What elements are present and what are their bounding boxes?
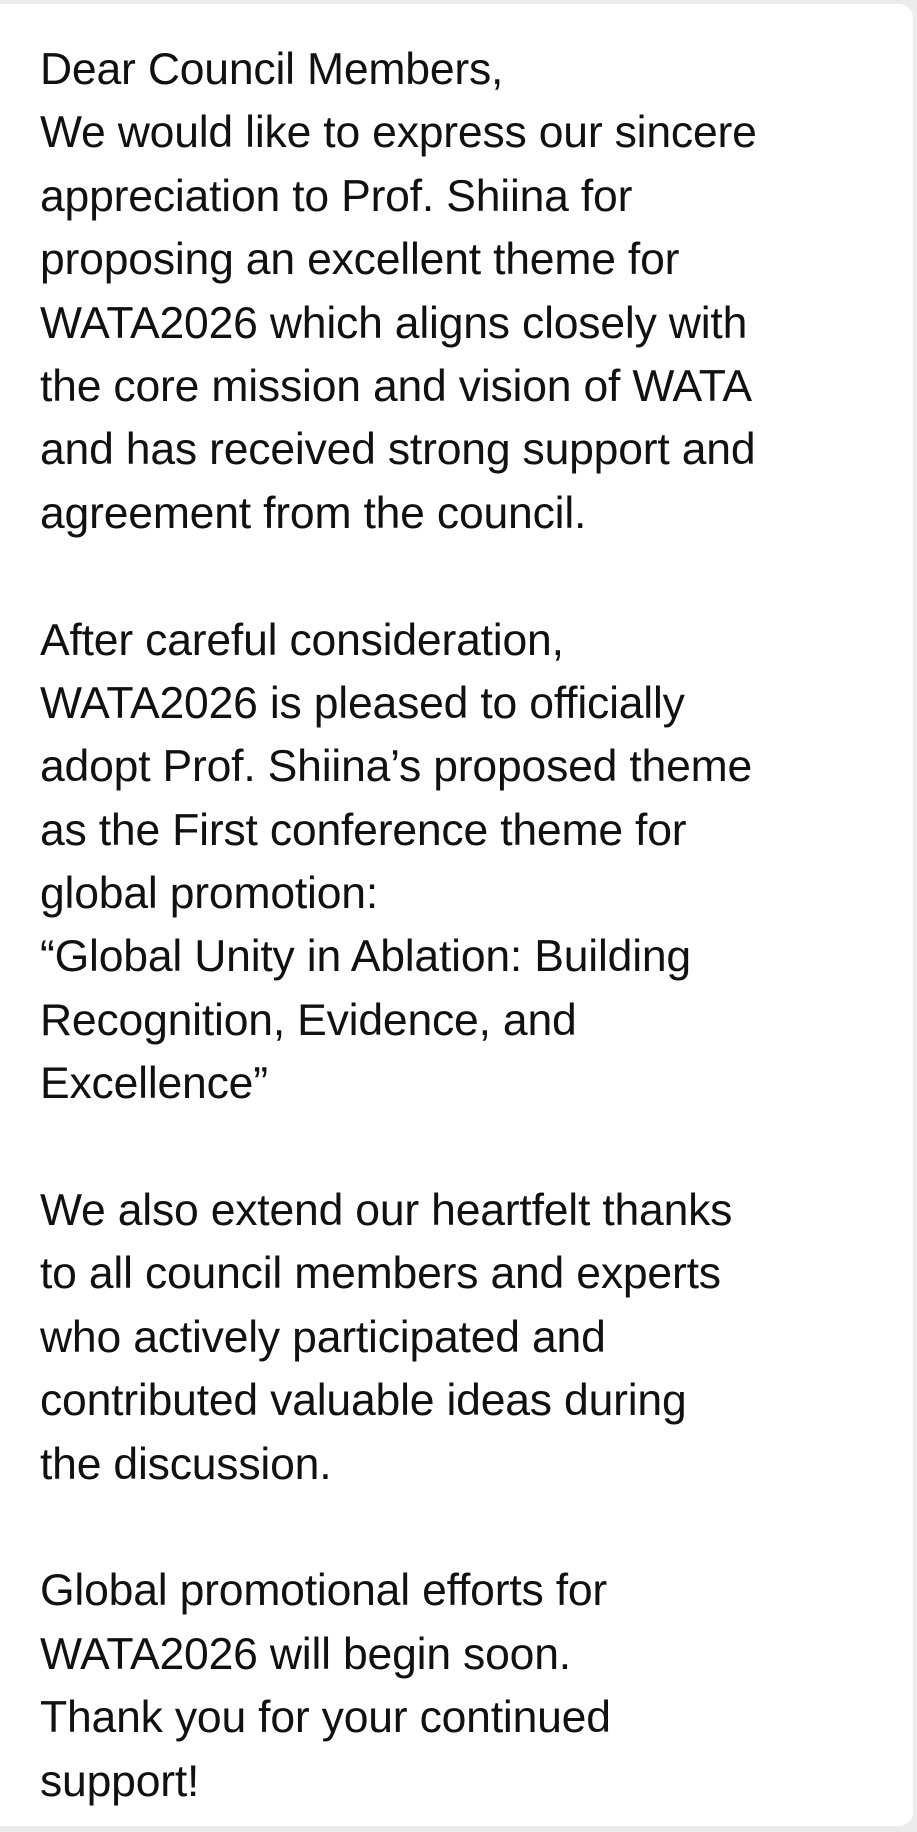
text-line: as the First conference theme for [40, 805, 687, 855]
text-line: Thank you for your continued [40, 1693, 611, 1743]
text-line: WATA2026 is pleased to officially [40, 678, 685, 728]
text-line: After careful consideration, [40, 615, 564, 665]
text-line: We also extend our heartfelt thanks [40, 1186, 733, 1236]
text-line: and has received strong support and [40, 425, 756, 475]
text-line: appreciation to Prof. Shiina for [40, 171, 633, 221]
text-line: We would like to express our sincere [40, 108, 757, 158]
text-line: agreement from the council. [40, 488, 587, 538]
paragraph-closing [40, 1559, 900, 1813]
message-bubble[interactable] [0, 4, 913, 1826]
text-line: Global promotional efforts for [40, 1566, 608, 1616]
paragraph-theme-adoption [40, 609, 900, 1116]
text-line: who actively participated and [40, 1312, 606, 1362]
theme-quote-line: Excellence” [40, 1059, 268, 1109]
paragraph-gap [40, 545, 900, 608]
text-line: contributed valuable ideas during [40, 1376, 687, 1426]
message-text [40, 38, 900, 1813]
text-line: WATA2026 will begin soon. [40, 1629, 571, 1679]
text-line: the discussion. [40, 1439, 332, 1489]
paragraph-thanks [40, 1179, 900, 1496]
text-line: global promotion: [40, 869, 378, 919]
theme-quote-line: Recognition, Evidence, and [40, 995, 577, 1045]
paragraph-appreciation [40, 101, 900, 545]
text-line: support! [40, 1756, 200, 1806]
text-line: the core mission and vision of WATA [40, 361, 752, 411]
theme-quote-line: “Global Unity in Ablation: Building [40, 932, 691, 982]
paragraph-gap [40, 1116, 900, 1179]
text-line: to all council members and experts [40, 1249, 721, 1299]
greeting-line: Dear Council Members, [40, 45, 504, 94]
text-line: proposing an excellent theme for [40, 235, 680, 285]
paragraph-gap [40, 1496, 900, 1559]
text-line: adopt Prof. Shiina’s proposed theme [40, 742, 753, 792]
text-line: WATA2026 which aligns closely with [40, 298, 748, 348]
